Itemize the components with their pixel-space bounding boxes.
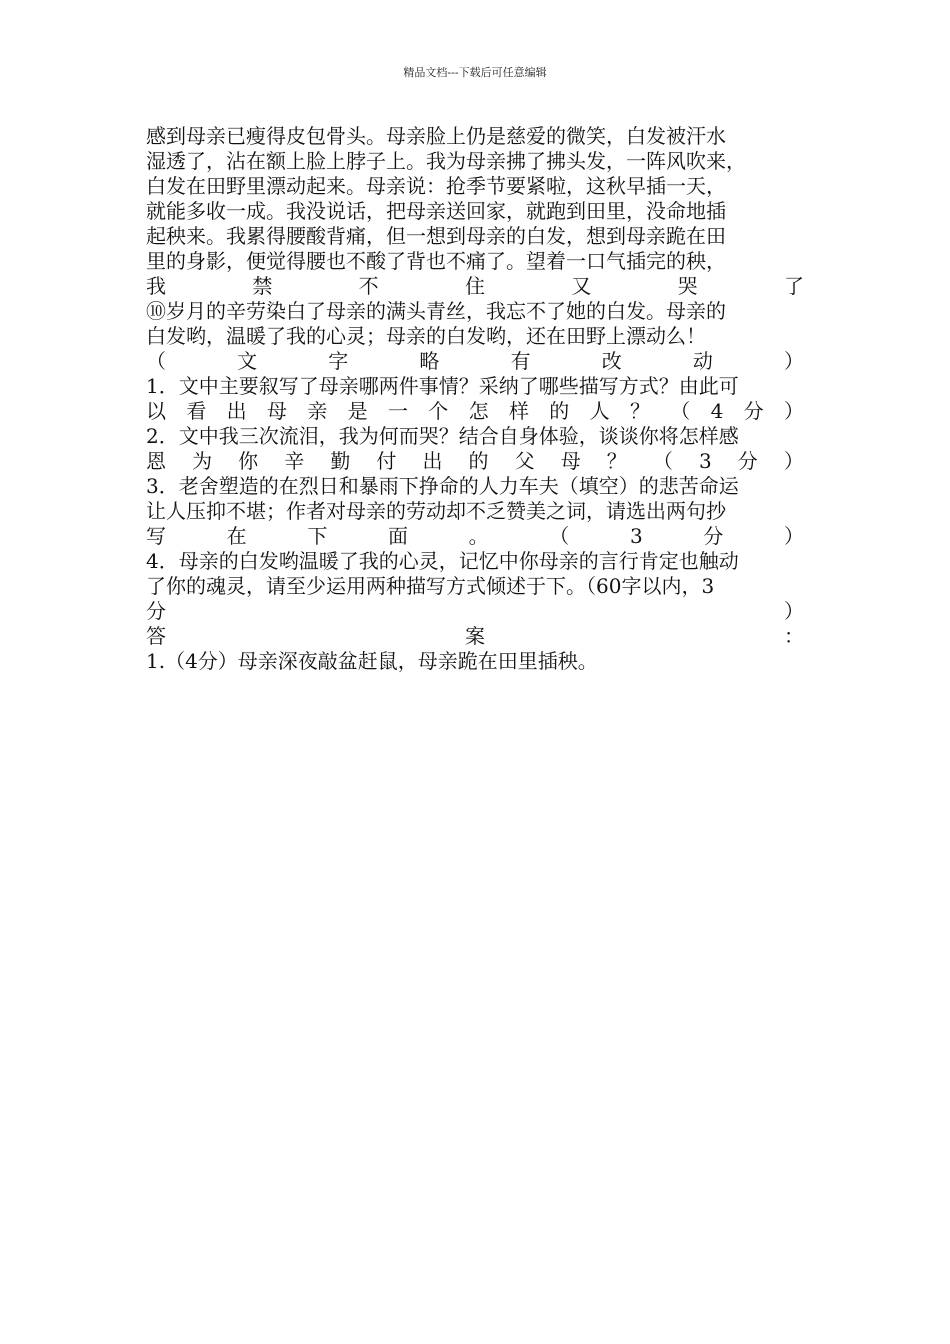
justified-line bbox=[146, 599, 804, 624]
text-line: 就能多收一成。我没说话，把母亲送回家，就跑到田里，没命地插 bbox=[146, 199, 726, 223]
glyph: 我 bbox=[146, 274, 166, 298]
glyph: 样 bbox=[508, 399, 529, 423]
text-line: 起秧来。我累得腰酸背痛，但一想到母亲的白发，想到母亲跪在田 bbox=[146, 224, 726, 248]
glyph: 下 bbox=[307, 524, 328, 548]
glyph: ： bbox=[784, 624, 804, 648]
glyph: 勤 bbox=[330, 449, 351, 473]
glyph: 分 bbox=[703, 524, 724, 548]
answer-heading bbox=[146, 624, 804, 649]
glyph: 分 bbox=[737, 449, 758, 473]
answer-1: 1.（4分）母亲深夜敲盆赶鼠，母亲跪在田里插秧。 bbox=[146, 649, 598, 673]
glyph: 以 bbox=[146, 399, 166, 423]
text-line: 感到母亲已瘦得皮包骨头。母亲脸上仍是慈爱的微笑，白发被汗水 bbox=[146, 124, 726, 148]
glyph: 禁 bbox=[252, 274, 273, 298]
justified-line bbox=[146, 399, 804, 424]
document-body bbox=[146, 124, 804, 674]
justified-line bbox=[146, 524, 804, 549]
glyph: 在 bbox=[226, 524, 247, 548]
glyph: 分 bbox=[743, 399, 764, 423]
glyph: 又 bbox=[571, 274, 592, 298]
justified-line bbox=[146, 274, 804, 299]
glyph: 答 bbox=[146, 624, 166, 648]
glyph: 出 bbox=[226, 399, 247, 423]
glyph: 辛 bbox=[284, 449, 305, 473]
glyph: 母 bbox=[266, 399, 287, 423]
glyph: 你 bbox=[238, 449, 259, 473]
glyph: 写 bbox=[146, 524, 166, 548]
text-line: 里的身影，便觉得腰也不酸了背也不痛了。望着一口气插完的秧， bbox=[146, 249, 726, 273]
text-line: 让人压抑不堪；作者对母亲的劳动却不乏赞美之词，请选出两句抄 bbox=[146, 499, 726, 523]
glyph: 改 bbox=[601, 349, 622, 373]
glyph: ） bbox=[783, 524, 804, 548]
glyph: 3 bbox=[698, 449, 712, 473]
text-line: 白发哟，温暖了我的心灵；母亲的白发哟，还在田野上漂动么！ bbox=[146, 324, 706, 348]
glyph: 人 bbox=[589, 399, 610, 423]
glyph: 有 bbox=[510, 349, 531, 373]
text-line: 湿透了，沾在额上脸上脖子上。我为母亲拂了拂头发，一阵风吹来， bbox=[146, 149, 746, 173]
glyph: ） bbox=[783, 449, 804, 473]
page-header: 精品文档---下载后可任意编辑 bbox=[403, 66, 547, 79]
glyph: 出 bbox=[422, 449, 443, 473]
justified-line bbox=[146, 349, 804, 374]
glyph: 3 bbox=[629, 524, 643, 548]
glyph: ） bbox=[784, 599, 804, 623]
glyph: ？ bbox=[629, 399, 650, 423]
text-line: 了你的魂灵，请至少运用两种描写方式倾述于下。（60字以内，3 bbox=[146, 574, 715, 598]
glyph: 了 bbox=[783, 274, 804, 298]
question-4: 4．母亲的白发哟温暖了我的心灵，记忆中你母亲的言行肯定也触动 bbox=[146, 549, 739, 573]
glyph: 付 bbox=[376, 449, 397, 473]
glyph: （ bbox=[549, 524, 570, 548]
glyph: 。 bbox=[468, 524, 489, 548]
glyph: 哭 bbox=[677, 274, 698, 298]
glyph: 略 bbox=[419, 349, 440, 373]
glyph: 个 bbox=[428, 399, 449, 423]
glyph: 字 bbox=[328, 349, 349, 373]
glyph: 分 bbox=[146, 599, 166, 623]
glyph: 父 bbox=[514, 449, 535, 473]
question-2: 2．文中我三次流泪，我为何而哭？结合自身体验，谈谈你将怎样感 bbox=[146, 424, 739, 448]
glyph: 住 bbox=[464, 274, 485, 298]
justified-line bbox=[146, 449, 804, 474]
glyph: 亲 bbox=[307, 399, 328, 423]
glyph: ？ bbox=[606, 449, 627, 473]
glyph: 面 bbox=[387, 524, 408, 548]
glyph: 恩 bbox=[146, 449, 166, 473]
glyph: （ bbox=[146, 349, 166, 373]
glyph: 案 bbox=[465, 624, 485, 648]
glyph: （ bbox=[652, 449, 673, 473]
glyph: ） bbox=[783, 349, 804, 373]
text-line: 白发在田野里漂动起来。母亲说：抢季节要紧啦，这秋早插一天， bbox=[146, 174, 726, 198]
question-1: 1．文中主要叙写了母亲哪两件事情？采纳了哪些描写方式？由此可 bbox=[146, 374, 739, 398]
glyph: 不 bbox=[358, 274, 379, 298]
glyph: 怎 bbox=[468, 399, 489, 423]
glyph: 母 bbox=[560, 449, 581, 473]
glyph: 是 bbox=[347, 399, 368, 423]
glyph: 4 bbox=[710, 399, 724, 423]
question-3: 3．老舍塑造的在烈日和暴雨下挣命的人力车夫（填空）的悲苦命运 bbox=[146, 474, 739, 498]
glyph: 看 bbox=[186, 399, 207, 423]
text-line: ⑩岁月的辛劳染白了母亲的满头青丝，我忘不了她的白发。母亲的 bbox=[146, 299, 726, 323]
glyph: 为 bbox=[192, 449, 213, 473]
glyph: 一 bbox=[387, 399, 408, 423]
glyph: 的 bbox=[468, 449, 489, 473]
glyph: ） bbox=[783, 399, 804, 423]
glyph: 动 bbox=[692, 349, 713, 373]
glyph: （ bbox=[670, 399, 691, 423]
glyph: 文 bbox=[237, 349, 258, 373]
glyph: 的 bbox=[549, 399, 570, 423]
